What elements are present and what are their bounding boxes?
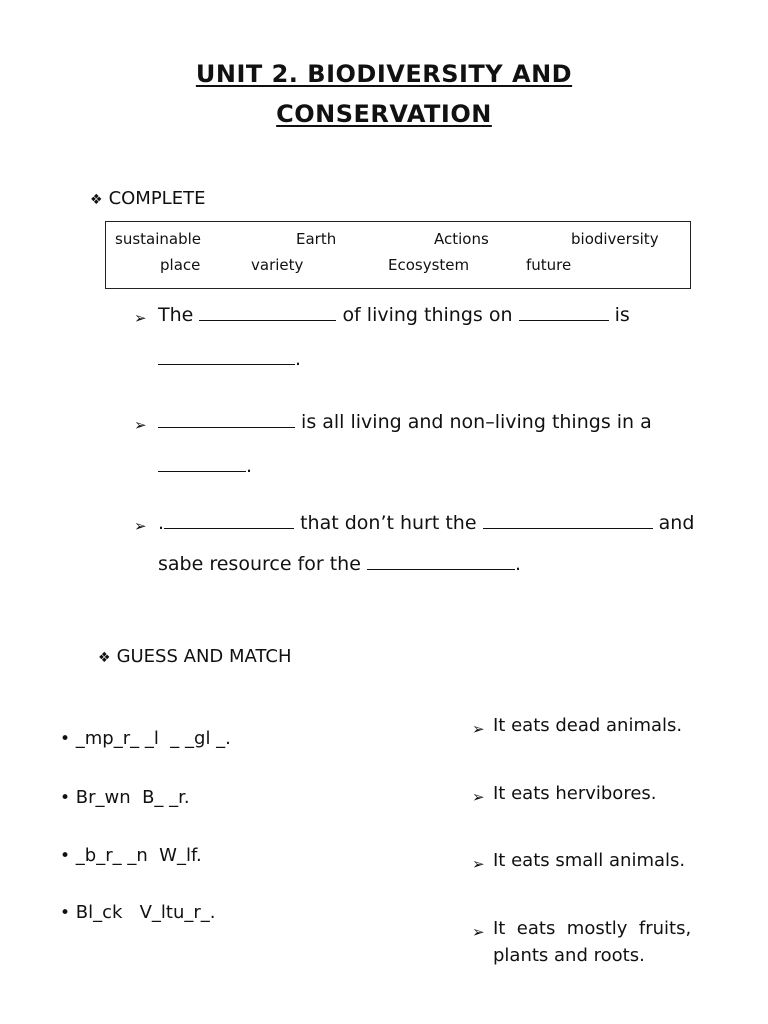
- sentence-2-line-1: is all living and non–living things in a: [158, 411, 652, 433]
- blank: [519, 319, 609, 321]
- animal-item: • _b_r_ _n W_lf.: [60, 845, 202, 866]
- arrow-bullet-icon: ➢: [472, 788, 485, 806]
- dot-bullet-icon: •: [60, 903, 71, 923]
- word-bank-item: biodiversity: [571, 230, 659, 248]
- arrow-bullet-icon: ➢: [472, 855, 485, 873]
- animal-item: • Br_wn B_ _r.: [60, 787, 190, 808]
- page-title-line-1: UNIT 2. BIODIVERSITY AND: [195, 60, 573, 88]
- word-bank-item: Actions: [434, 230, 489, 248]
- word-bank-item: place: [160, 256, 201, 274]
- clue-item-continuation: plants and roots.: [493, 945, 645, 966]
- sentence-2-line-2: .: [158, 455, 252, 477]
- guess-heading-text: GUESS AND MATCH: [116, 646, 292, 667]
- guess-heading: [98, 646, 291, 667]
- clue-item: It eats hervibores.: [493, 783, 657, 804]
- blank: [158, 426, 295, 428]
- blank: [199, 319, 336, 321]
- clue-item: It eats dead animals.: [493, 715, 683, 736]
- animal-item: • Bl_ck V_ltu_r_.: [60, 902, 216, 923]
- word-bank-item: sustainable: [115, 230, 201, 248]
- dot-bullet-icon: •: [60, 846, 71, 866]
- word-bank-item: variety: [251, 256, 304, 274]
- arrow-bullet-icon: ➢: [134, 309, 147, 327]
- sentence-3-line-2: sabe resource for the .: [158, 553, 521, 575]
- dot-bullet-icon: •: [60, 729, 71, 749]
- word-bank-item: future: [526, 256, 572, 274]
- clue-item: It eats mostly fruits,: [493, 918, 692, 939]
- blank: [164, 527, 294, 529]
- arrow-bullet-icon: ➢: [134, 517, 147, 535]
- blank: [158, 363, 295, 365]
- diamond-bullet-icon: ❖: [98, 650, 111, 666]
- blank: [483, 527, 653, 529]
- sentence-3-line-1: . that don’t hurt the and: [158, 512, 695, 534]
- sentence-1-line-1: The of living things on is: [158, 304, 630, 326]
- arrow-bullet-icon: ➢: [472, 720, 485, 738]
- animal-item: • _mp_r_ _l _ _gl _.: [60, 728, 231, 749]
- word-bank-item: Earth: [296, 230, 337, 248]
- arrow-bullet-icon: ➢: [472, 923, 485, 941]
- blank: [158, 470, 246, 472]
- complete-heading-text: COMPLETE: [108, 188, 206, 209]
- arrow-bullet-icon: ➢: [134, 416, 147, 434]
- page-title-line-2: CONSERVATION: [276, 100, 492, 128]
- dot-bullet-icon: •: [60, 788, 71, 808]
- complete-heading: [90, 188, 205, 209]
- clue-item: It eats small animals.: [493, 850, 686, 871]
- blank: [367, 568, 515, 570]
- word-bank-item: Ecosystem: [388, 256, 470, 274]
- sentence-1-line-2: .: [158, 348, 301, 370]
- diamond-bullet-icon: ❖: [90, 192, 103, 208]
